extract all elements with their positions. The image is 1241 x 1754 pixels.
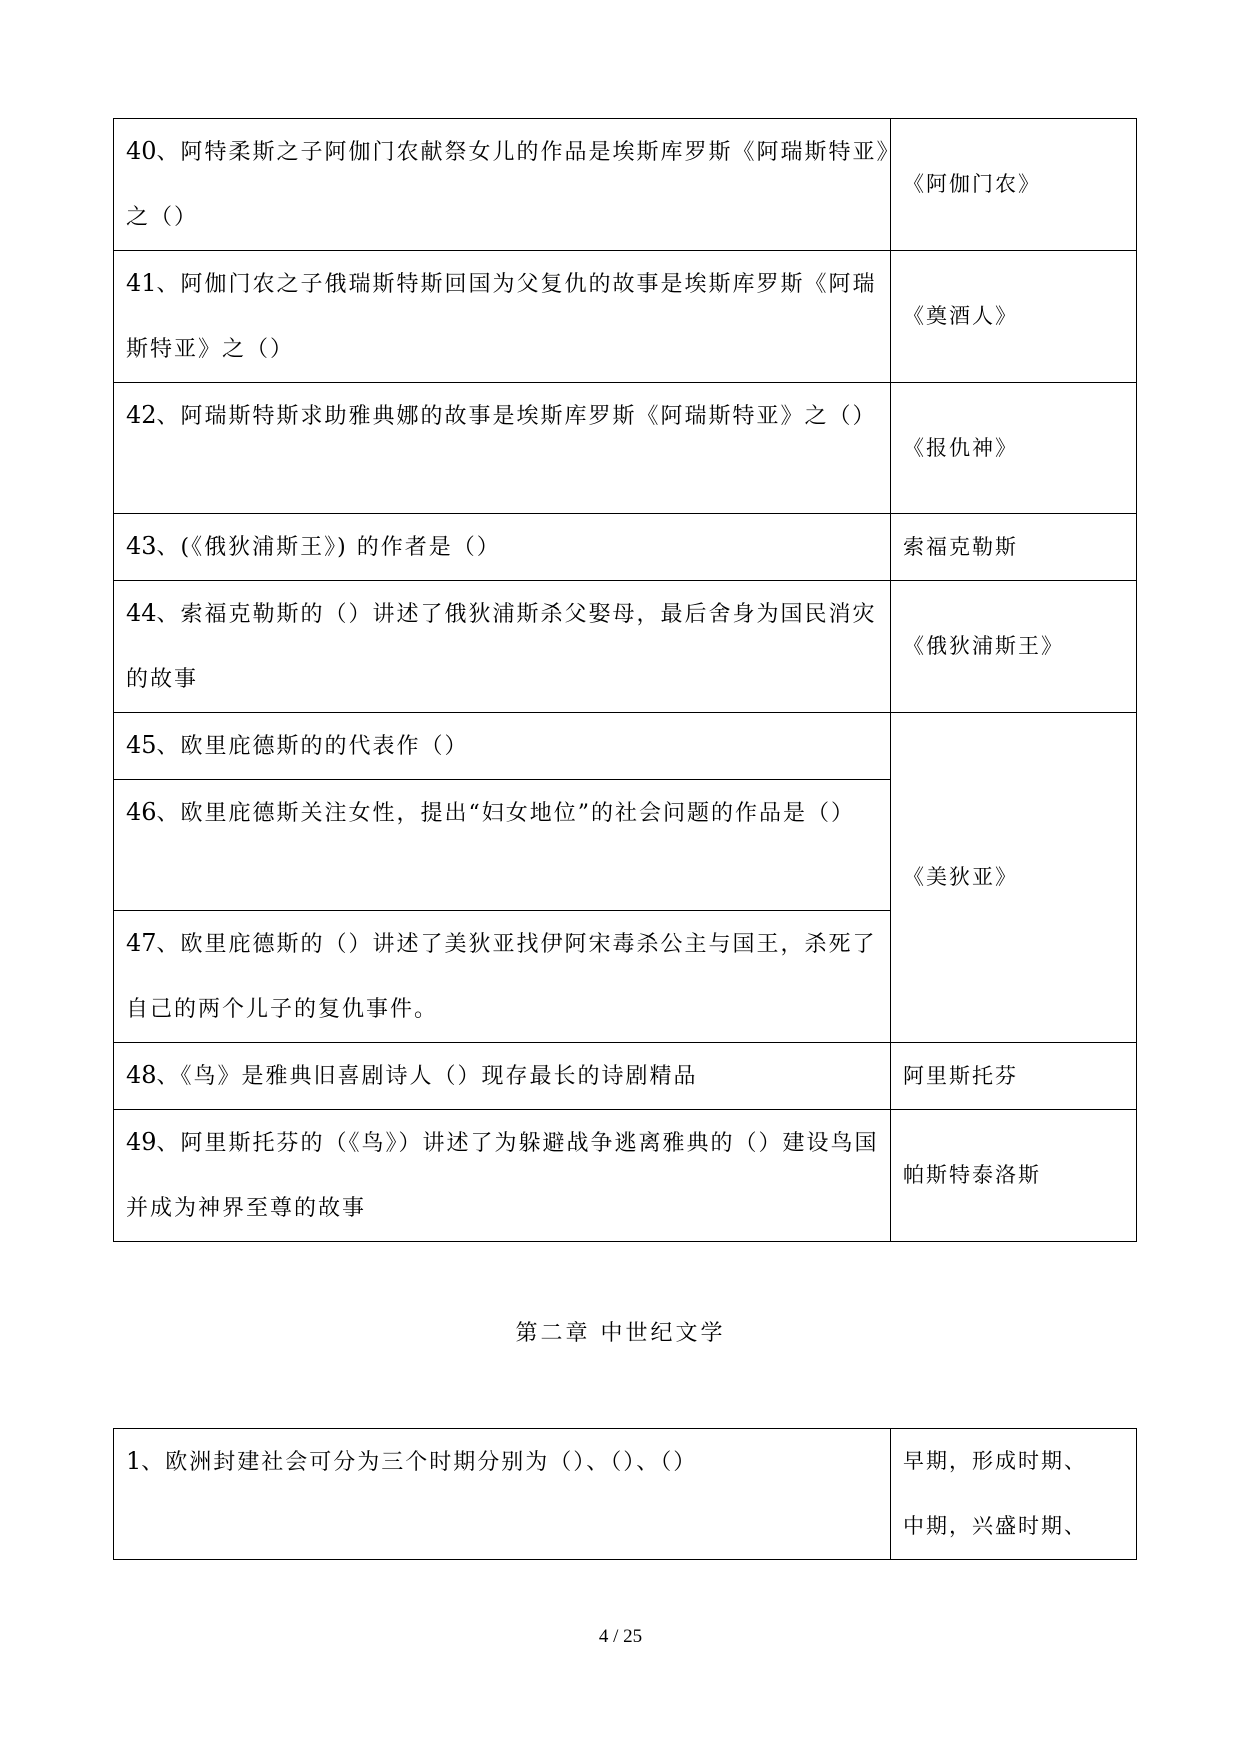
question-cell: 47、欧里庇德斯的（）讲述了美狄亚找伊阿宋毒杀公主与国王，杀死了自己的两个儿子的复仇事件。	[114, 911, 891, 1043]
answer-cell: 帕斯特泰洛斯	[891, 1110, 1137, 1242]
table-row	[114, 119, 1137, 251]
question-cell: 43、(《俄狄浦斯王》) 的作者是（）	[114, 514, 891, 581]
question-cell: 49、阿里斯托芬的（《鸟》）讲述了为躲避战争逃离雅典的（）建设鸟国并成为神界至尊的故事	[114, 1110, 891, 1242]
table-row	[114, 251, 1137, 383]
question-cell: 46、欧里庇德斯关注女性，提出“妇女地位”的社会问题的作品是（）	[114, 780, 891, 911]
answer-cell: 《奠酒人》	[891, 251, 1137, 383]
table-row	[114, 1110, 1137, 1242]
table-row	[114, 383, 1137, 514]
chapter-heading: 第二章 中世纪文学	[515, 1321, 726, 1346]
answer-cell-merged: 《美狄亚》	[891, 713, 1137, 1043]
question-cell: 42、阿瑞斯特斯求助雅典娜的故事是埃斯库罗斯《阿瑞斯特亚》之（）	[114, 383, 891, 514]
question-cell: 48、《鸟》是雅典旧喜剧诗人（）现存最长的诗剧精品	[114, 1043, 891, 1110]
answer-line: 中期，兴盛时期、	[903, 1514, 1087, 1538]
table-row	[114, 581, 1137, 713]
answer-cell: 索福克勒斯	[891, 514, 1137, 581]
answer-cell: 《报仇神》	[891, 383, 1137, 514]
qa-table-chapter-one	[113, 118, 1137, 1242]
answer-cell: 《俄狄浦斯王》	[891, 581, 1137, 713]
table-row	[114, 514, 1137, 581]
answer-cell: 阿里斯托芬	[891, 1043, 1137, 1110]
question-cell: 40、阿特柔斯之子阿伽门农献祭女儿的作品是埃斯库罗斯《阿瑞斯特亚》之（）	[114, 119, 891, 251]
question-cell: 45、欧里庇德斯的的代表作（）	[114, 713, 891, 780]
table-row	[114, 1043, 1137, 1110]
table-row	[114, 713, 1137, 780]
answer-cell: 《阿伽门农》	[891, 119, 1137, 251]
page-number: 4 / 25	[598, 1626, 643, 1647]
question-cell: 1、欧洲封建社会可分为三个时期分别为（）、（）、（）	[114, 1429, 891, 1560]
qa-table-chapter-two	[113, 1428, 1137, 1560]
question-cell: 41、阿伽门农之子俄瑞斯特斯回国为父复仇的故事是埃斯库罗斯《阿瑞斯特亚》之（）	[114, 251, 891, 383]
answer-line: 早期，形成时期、	[903, 1449, 1087, 1473]
answer-cell	[891, 1429, 1137, 1560]
question-cell: 44、索福克勒斯的（）讲述了俄狄浦斯杀父娶母，最后舍身为国民消灾的故事	[114, 581, 891, 713]
table-row	[114, 1429, 1137, 1560]
